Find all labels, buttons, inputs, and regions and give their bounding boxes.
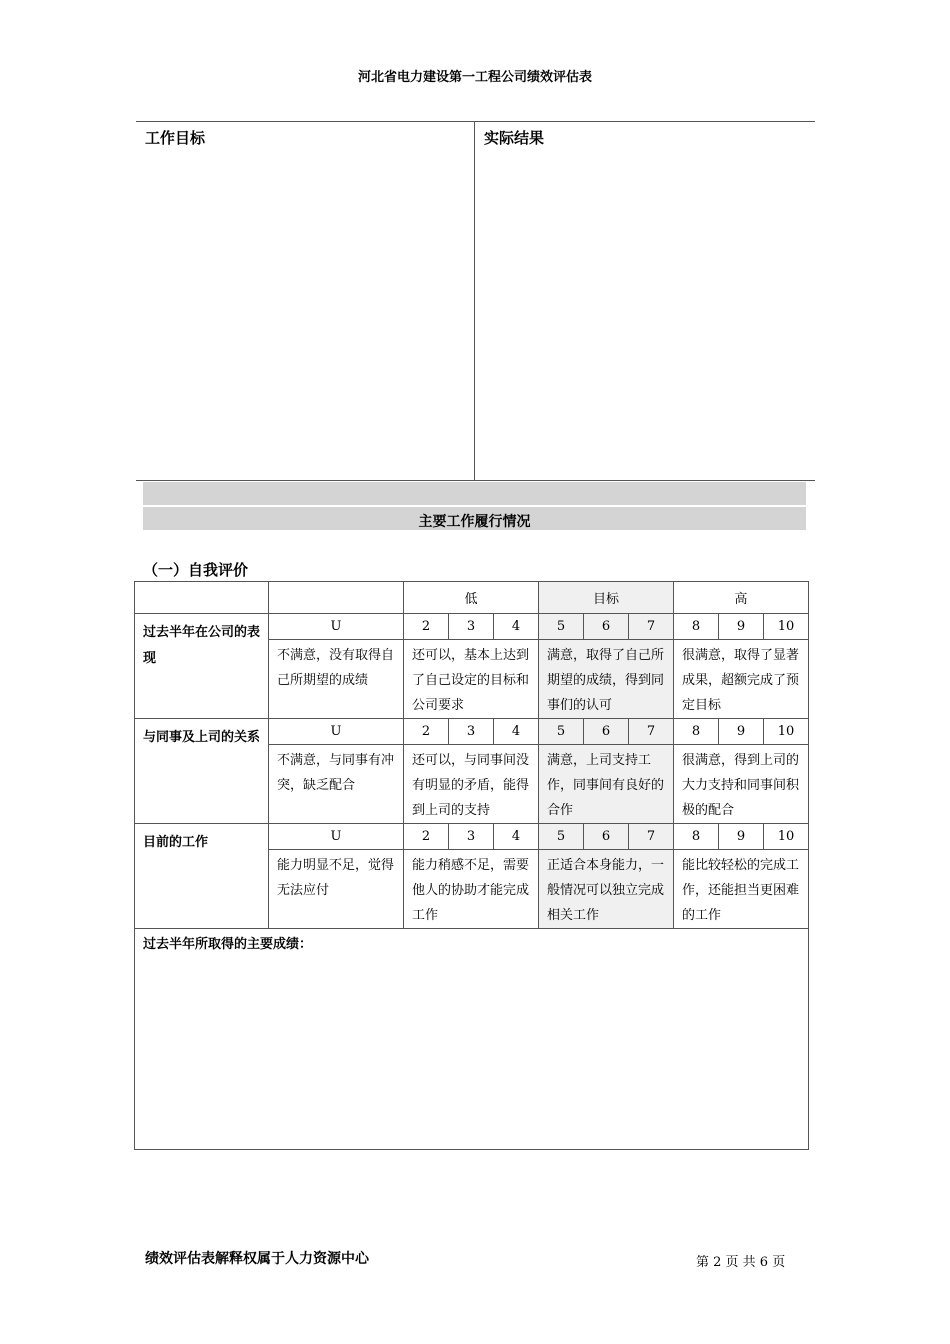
row-label: 目前的工作 xyxy=(135,824,269,929)
section-band-stripe xyxy=(143,505,806,507)
work-goals-label: 工作目标 xyxy=(145,129,206,147)
band-row xyxy=(135,582,809,614)
score-cell: 10 xyxy=(764,719,809,745)
achievements-row xyxy=(135,929,809,1150)
band-high: 高 xyxy=(674,582,809,614)
document-header-title: 河北省电力建设第一工程公司绩效评估表 xyxy=(357,70,592,85)
score-cell: U xyxy=(269,614,404,640)
desc-cell: 很满意，得到上司的大力支持和同事间积极的配合 xyxy=(674,745,809,824)
score-cell: 6 xyxy=(584,719,629,745)
band-target: 目标 xyxy=(539,582,674,614)
row-label: 过去半年在公司的表现 xyxy=(135,614,269,719)
score-cell: U xyxy=(269,719,404,745)
self-eval-table xyxy=(134,581,809,1150)
desc-cell: 正适合本身能力，一般情况可以独立完成相关工作 xyxy=(539,850,674,929)
achievements-cell xyxy=(135,929,809,1150)
score-cell: 7 xyxy=(629,824,674,850)
score-cell: 5 xyxy=(539,614,584,640)
score-cell: 6 xyxy=(584,614,629,640)
score-cell: 4 xyxy=(494,824,539,850)
desc-cell: 能力稍感不足，需要他人的协助才能完成工作 xyxy=(404,850,539,929)
self-eval-title: （一）自我评价 xyxy=(143,561,249,579)
score-cell: 8 xyxy=(674,614,719,640)
score-cell: 6 xyxy=(584,824,629,850)
score-cell: 3 xyxy=(449,719,494,745)
goals-results-box xyxy=(136,121,815,481)
desc-cell: 不满意，与同事有冲突，缺乏配合 xyxy=(269,745,404,824)
score-cell: U xyxy=(269,824,404,850)
score-row xyxy=(135,614,809,640)
score-cell: 10 xyxy=(764,614,809,640)
desc-cell: 能比较轻松的完成工作，还能担当更困难的工作 xyxy=(674,850,809,929)
score-cell: 3 xyxy=(449,824,494,850)
score-cell: 10 xyxy=(764,824,809,850)
score-row xyxy=(135,719,809,745)
score-row xyxy=(135,824,809,850)
desc-cell: 还可以，基本上达到了自己设定的目标和公司要求 xyxy=(404,640,539,719)
score-cell: 4 xyxy=(494,719,539,745)
actual-results-label: 实际结果 xyxy=(484,129,545,147)
score-cell: 4 xyxy=(494,614,539,640)
footer-note: 绩效评估表解释权属于人力资源中心 xyxy=(145,1251,369,1267)
desc-cell: 满意，取得了自己所期望的成绩，得到同事们的认可 xyxy=(539,640,674,719)
score-cell: 2 xyxy=(404,614,449,640)
score-cell: 8 xyxy=(674,719,719,745)
score-cell: 8 xyxy=(674,824,719,850)
band-blank-cell xyxy=(269,582,404,614)
band-low: 低 xyxy=(404,582,539,614)
section-band xyxy=(143,482,806,530)
row-label: 与同事及上司的关系 xyxy=(135,719,269,824)
desc-cell: 能力明显不足，觉得无法应付 xyxy=(269,850,404,929)
desc-cell: 很满意，取得了显著成果，超额完成了预定目标 xyxy=(674,640,809,719)
page-number: 第 2 页 共 6 页 xyxy=(696,1255,786,1270)
score-cell: 9 xyxy=(719,614,764,640)
desc-cell: 满意，上司支持工作，同事间有良好的合作 xyxy=(539,745,674,824)
desc-cell: 不满意，没有取得自己所期望的成绩 xyxy=(269,640,404,719)
achievements-label: 过去半年所取得的主要成绩： xyxy=(143,937,313,952)
score-cell: 9 xyxy=(719,719,764,745)
score-cell: 7 xyxy=(629,614,674,640)
score-cell: 3 xyxy=(449,614,494,640)
band-blank-cell xyxy=(135,582,269,614)
score-cell: 2 xyxy=(404,719,449,745)
desc-cell: 还可以，与同事间没有明显的矛盾，能得到上司的支持 xyxy=(404,745,539,824)
goals-divider xyxy=(474,122,475,480)
section-title: 主要工作履行情况 xyxy=(418,514,531,530)
score-cell: 5 xyxy=(539,824,584,850)
score-cell: 9 xyxy=(719,824,764,850)
score-cell: 2 xyxy=(404,824,449,850)
score-cell: 5 xyxy=(539,719,584,745)
score-cell: 7 xyxy=(629,719,674,745)
